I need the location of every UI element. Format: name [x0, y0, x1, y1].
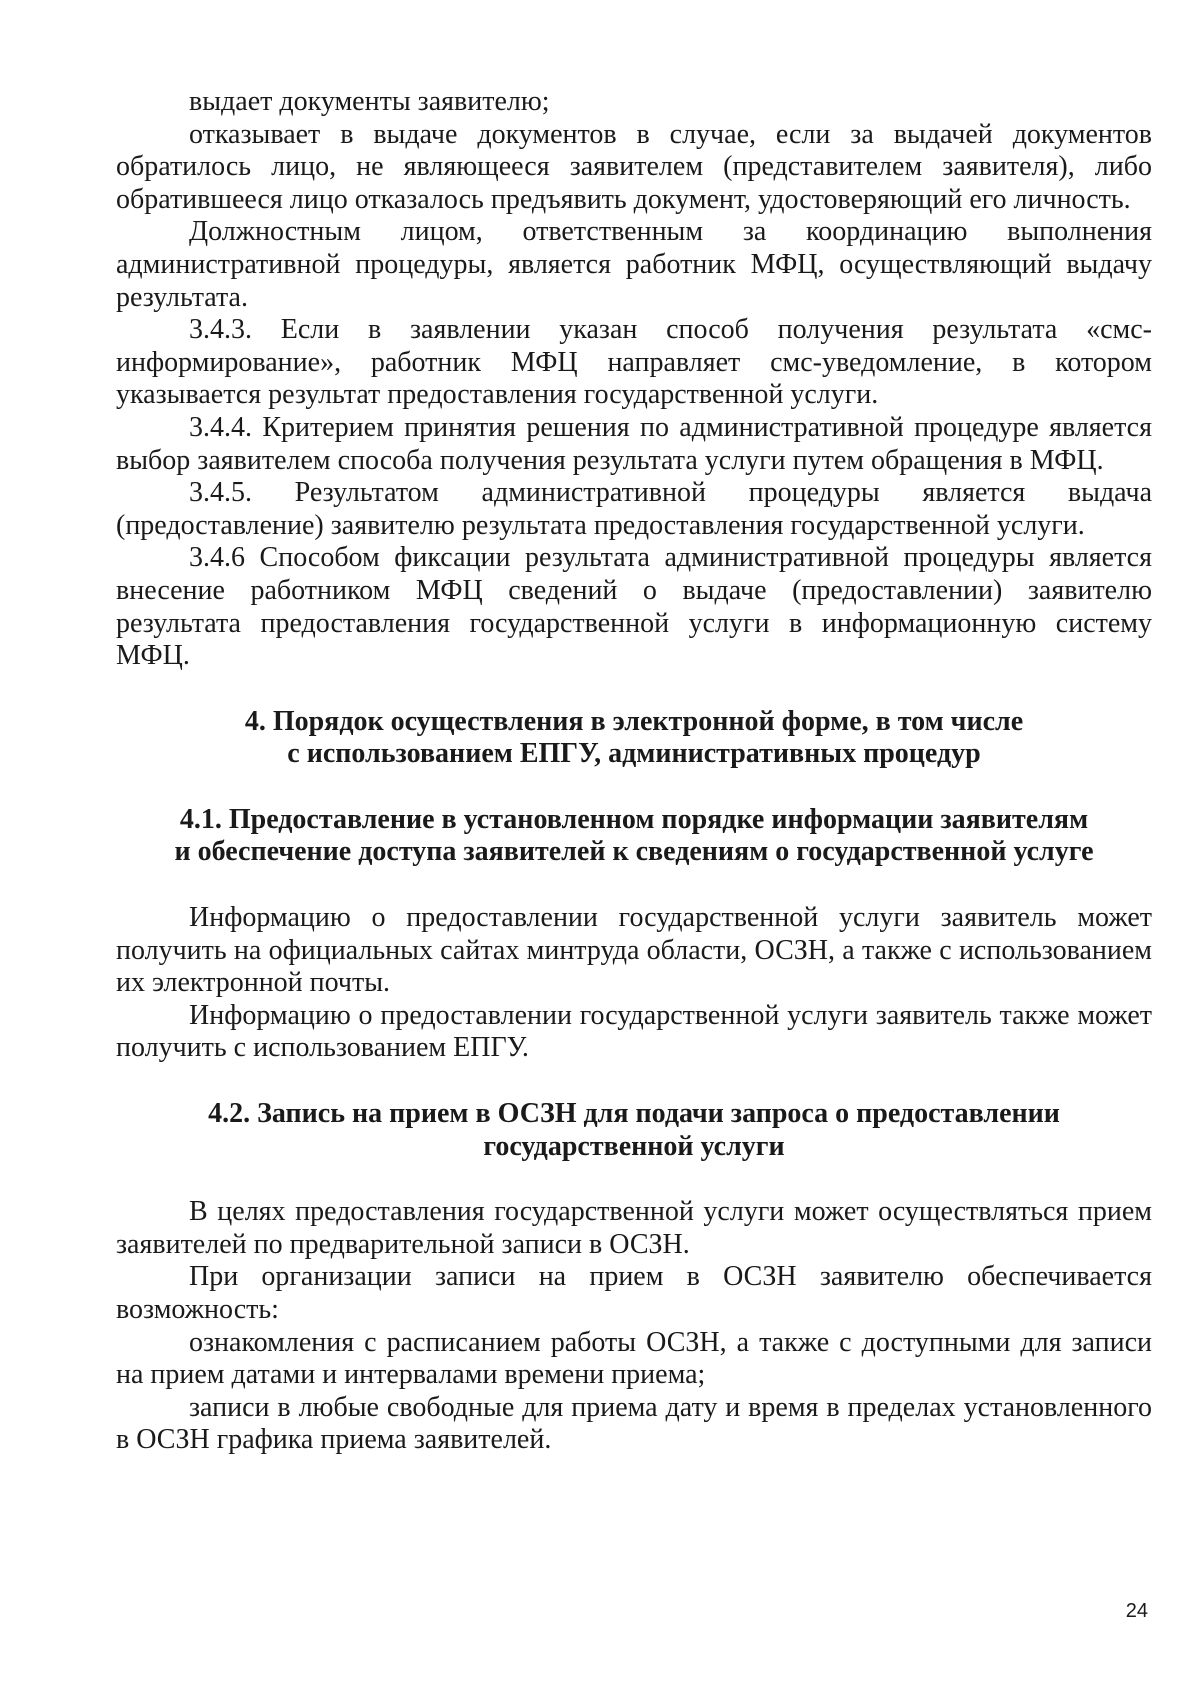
paragraph: отказывает в выдаче документов в случае, если за выдачей документов обратилось лицо, не являющееся заявителем (представителем заявителя), либо обратившееся лицо отказалось предъявить документ, удостоверяющий его личность. — [116, 118, 1152, 215]
spacer — [116, 1163, 1152, 1196]
spacer — [116, 771, 1152, 804]
paragraph-3-4-5: 3.4.5. Результатом административной процедуры является выдача (предоставление) заявителю результата предоставления государственной услуги. — [116, 477, 1152, 541]
spacer — [116, 869, 1152, 902]
heading-line: 4.2. Запись на прием в ОСЗН для подачи запроса о предоставлении — [208, 1098, 1060, 1130]
paragraph: В целях предоставления государственной услуги может осуществляться прием заявителей по предварительной записи в ОСЗН. — [116, 1196, 1152, 1260]
section-heading-4-1 — [116, 804, 1152, 869]
heading-line: 4.1. Предоставление в установленном порядке информации заявителям — [179, 803, 1089, 835]
paragraph-3-4-6: 3.4.6 Способом фиксации результата административной процедуры является внесение работником МФЦ сведений о выдаче (предоставлении) заявителю результата предоставления государственной услуги в информационную систему МФЦ. — [116, 542, 1152, 672]
section-heading-4 — [116, 706, 1152, 771]
paragraph-3-4-4: 3.4.4. Критерием принятия решения по административной процедуре является выбор заявителем способа получения результата услуги путем обращения в МФЦ. — [116, 411, 1152, 476]
paragraph: Должностным лицом, ответственным за координацию выполнения административной процедуры, является работник МФЦ, осуществляющий выдачу результата. — [116, 216, 1152, 313]
section-heading-4-2 — [116, 1098, 1152, 1163]
heading-line: государственной услуги — [483, 1130, 785, 1162]
paragraph: записи в любые свободные для приема дату и время в пределах установленного в ОСЗН графика приема заявителей. — [116, 1391, 1152, 1456]
heading-line: 4. Порядок осуществления в электронной форме, в том числе — [244, 705, 1024, 737]
heading-line: и обеспечение доступа заявителей к сведениям о государственной услуге — [174, 836, 1094, 868]
paragraph: Информацию о предоставлении государственной услуги заявитель может получить на официальных сайтах минтруда области, ОСЗН, а также с использованием их электронной почты. — [116, 902, 1152, 999]
paragraph: Информацию о предоставлении государственной услуги заявитель также может получить с использованием ЕПГУ. — [116, 999, 1152, 1064]
page-number: 24 — [1125, 1600, 1148, 1622]
paragraph-3-4-3: 3.4.3. Если в заявлении указан способ получения результата «смс-информирование», работник МФЦ направляет смс-уведомление, в котором указывается результат предоставления государственной услуги. — [116, 314, 1152, 411]
spacer — [116, 673, 1152, 706]
page-body — [116, 86, 1152, 1457]
heading-line: с использованием ЕПГУ, административных процедур — [287, 738, 981, 770]
paragraph: При организации записи на прием в ОСЗН заявителю обеспечивается возможность: — [116, 1261, 1152, 1325]
paragraph: ознакомления с расписанием работы ОСЗН, а также с доступными для записи на прием датами и интервалами времени приема; — [116, 1326, 1152, 1391]
spacer — [116, 1065, 1152, 1098]
paragraph: выдает документы заявителю; — [189, 86, 550, 117]
